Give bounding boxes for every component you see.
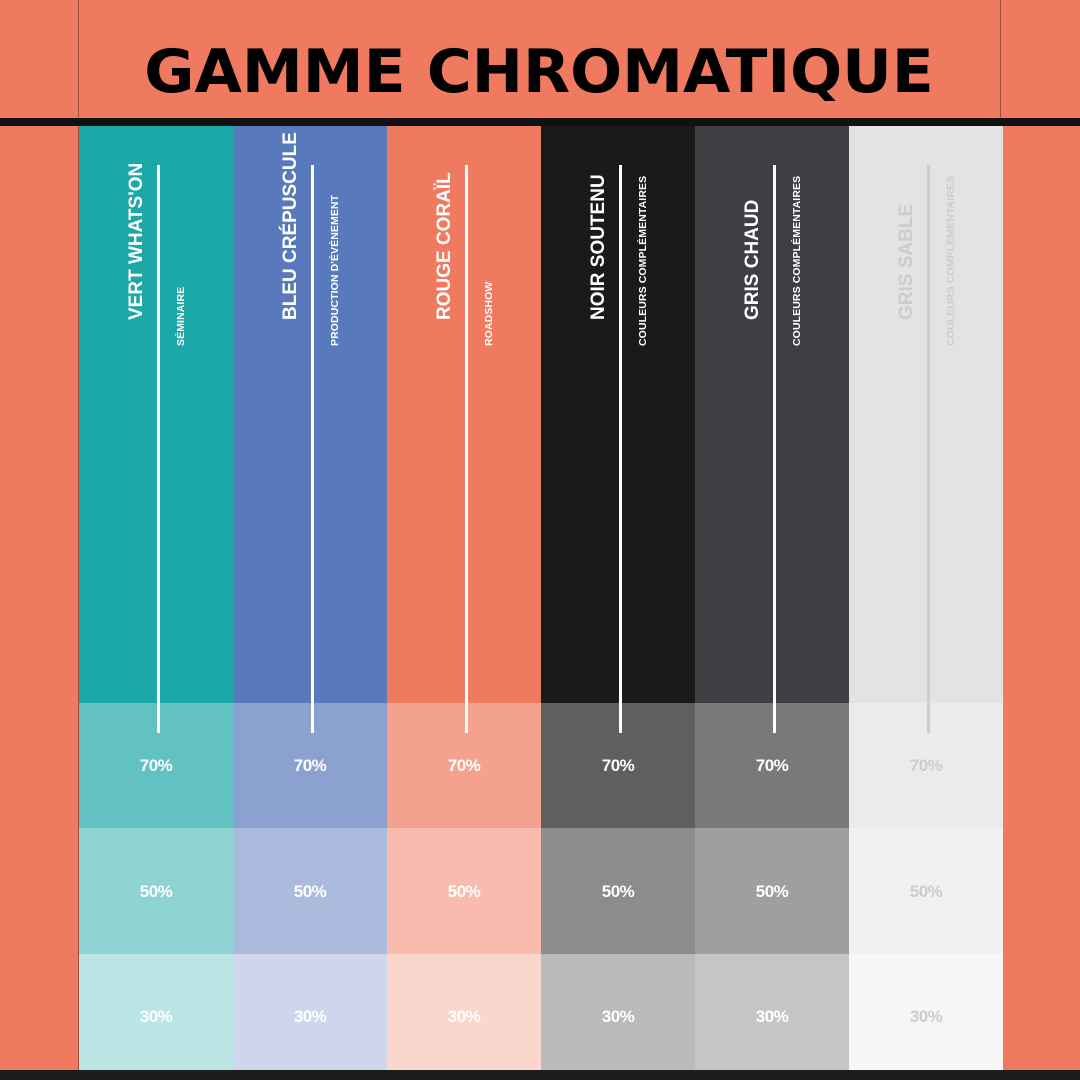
color-usage-label: SÉMINAIRE <box>175 286 187 346</box>
footer-bar <box>0 1070 1080 1080</box>
color-usage-label: COULEURS COMPLÉMENTAIRES <box>945 175 957 346</box>
tint-label: 50% <box>293 882 327 901</box>
color-usage-label: PRODUCTION D'ÉVÉNEMENT <box>329 194 341 346</box>
color-column <box>233 126 387 1070</box>
color-usage-label: ROADSHOW <box>483 281 495 346</box>
tint-label: 70% <box>755 756 789 775</box>
tint-label: 70% <box>293 756 327 775</box>
color-column <box>849 126 1003 1070</box>
vertical-rule <box>465 165 468 733</box>
tint-label: 50% <box>755 882 789 901</box>
tint-label: 70% <box>139 756 173 775</box>
color-name-label: NOIR SOUTENU <box>588 174 609 320</box>
main-swatch <box>387 126 541 703</box>
vertical-rule <box>311 165 314 733</box>
page-title: GAMME CHROMATIQUE <box>144 37 934 107</box>
header-rule <box>0 118 1080 126</box>
vertical-rule <box>157 165 160 733</box>
color-name-label: VERT WHATS'ON <box>126 162 147 320</box>
tint-label: 50% <box>447 882 481 901</box>
tint-label: 70% <box>601 756 635 775</box>
color-usage-label: COULEURS COMPLÉMENTAIRES <box>637 175 649 346</box>
color-column <box>387 126 541 1070</box>
color-name-label: GRIS CHAUD <box>742 199 763 320</box>
tint-label: 30% <box>755 1007 789 1026</box>
color-name-label: BLEU CRÉPUSCULE <box>280 132 301 320</box>
main-swatch <box>79 126 233 703</box>
tint-label: 30% <box>909 1007 943 1026</box>
tint-label: 30% <box>447 1007 481 1026</box>
color-usage-label: COULEURS COMPLÉMENTAIRES <box>791 175 803 346</box>
color-column <box>79 126 233 1070</box>
tint-label: 50% <box>601 882 635 901</box>
color-column <box>541 126 695 1070</box>
tint-label: 70% <box>909 756 943 775</box>
main-swatch <box>233 126 387 703</box>
tint-label: 50% <box>139 882 173 901</box>
color-name-label: ROUGE CORAÏL <box>434 172 455 320</box>
tint-label: 70% <box>447 756 481 775</box>
main-swatch <box>849 126 1003 703</box>
main-swatch <box>695 126 849 703</box>
color-name-label: GRIS SABLE <box>896 203 917 320</box>
vertical-rule <box>619 165 622 733</box>
tint-label: 30% <box>293 1007 327 1026</box>
vertical-rule <box>927 165 930 733</box>
tint-label: 30% <box>601 1007 635 1026</box>
main-swatch <box>541 126 695 703</box>
tint-label: 50% <box>909 882 943 901</box>
vertical-rule <box>773 165 776 733</box>
color-column <box>695 126 849 1070</box>
tint-label: 30% <box>139 1007 173 1026</box>
